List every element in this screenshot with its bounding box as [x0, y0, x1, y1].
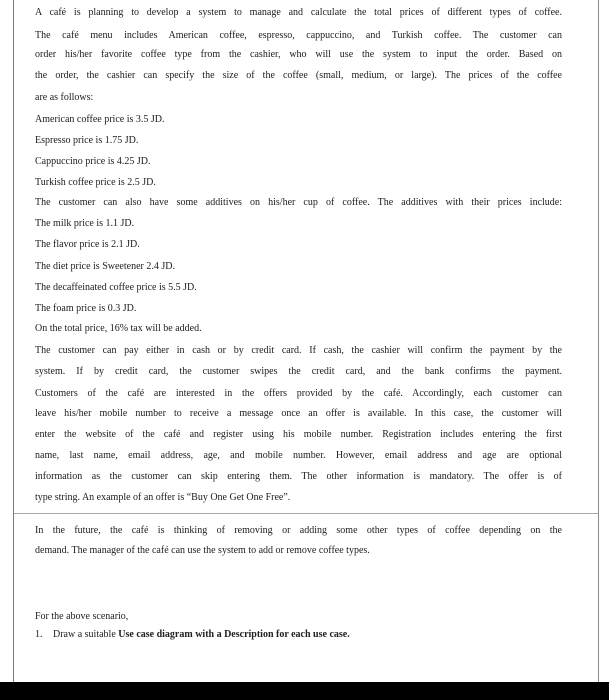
section-divider	[14, 513, 598, 514]
question-1-emphasis: Use case diagram with a Description for each use case.	[118, 629, 350, 640]
paragraph-2-line-3: Customers of the café are interested in the offers provided by the café. Accordingly, each customer can	[35, 388, 562, 399]
question-intro: For the above scenario,	[35, 611, 129, 622]
american-coffee-price-line: American coffee price is 3.5 JD.	[35, 114, 165, 125]
paragraph-1-line-3: order his/her favorite coffee type from the cashier, who will use the system to input the order. Based on	[35, 49, 562, 60]
espresso-price-line: Espresso price is 1.75 JD.	[35, 135, 139, 146]
diet-price-line: The diet price is Sweetener 2.4 JD.	[35, 261, 175, 272]
question-1	[35, 629, 350, 641]
paragraph-2-line-7: information as the customer can skip entering them. The other information is mandatory. The offer is of	[35, 471, 562, 482]
paragraph-3-line-1: In the future, the café is thinking of removing or adding some other types of coffee depending on the	[35, 525, 562, 536]
left-page-border	[13, 0, 14, 682]
foam-price-line: The foam price is 0.3 JD.	[35, 303, 137, 314]
paragraph-1-line-2: The café menu includes American coffee, espresso, cappuccino, and Turkish coffee. The customer can	[35, 30, 562, 41]
question-1-prefix: Draw a suitable	[53, 629, 116, 640]
paragraph-1-line-1: A café is planning to develop a system to manage and calculate the total prices of different types of coffee.	[35, 7, 562, 18]
bottom-black-band	[0, 682, 609, 700]
paragraph-1-line-4: the order, the cashier can specify the size of the coffee (small, medium, or large). The prices of the coffee	[35, 70, 562, 81]
paragraph-1-line-5: are as follows:	[35, 92, 94, 103]
paragraph-2-line-1: The customer can pay either in cash or by credit card. If cash, the cashier will confirm the payment by the	[35, 345, 562, 356]
paragraph-2-line-5: enter the website of the café and register using his mobile number. Registration includes entering the first	[35, 429, 562, 440]
paragraph-2-line-2: system. If by credit card, the customer swipes the credit card, and the bank confirms the payment.	[35, 366, 562, 377]
additives-intro-line: The customer can also have some additives on his/her cup of coffee. The additives with their prices include:	[35, 197, 562, 208]
paragraph-2-line-8: type string. An example of an offer is “Buy One Get One Free”.	[35, 492, 291, 503]
right-page-border	[598, 0, 599, 682]
paragraph-3-line-2: demand. The manager of the café can use the system to add or remove coffee types.	[35, 545, 370, 556]
cappuccino-price-line: Cappuccino price is 4.25 JD.	[35, 156, 151, 167]
tax-line: On the total price, 16% tax will be added.	[35, 323, 202, 334]
paragraph-2-line-4: leave his/her mobile number to receive a message once an offer is available. In this case, the customer will	[35, 408, 562, 419]
decaffeinated-price-line: The decaffeinated coffee price is 5.5 JD.	[35, 282, 197, 293]
paragraph-2-line-6: name, last name, email address, age, and mobile number. However, email address and age are optional	[35, 450, 562, 461]
question-1-number: 1.	[35, 629, 43, 640]
turkish-coffee-price-line: Turkish coffee price is 2.5 JD.	[35, 177, 156, 188]
flavor-price-line: The flavor price is 2.1 JD.	[35, 239, 140, 250]
milk-price-line: The milk price is 1.1 JD.	[35, 218, 135, 229]
